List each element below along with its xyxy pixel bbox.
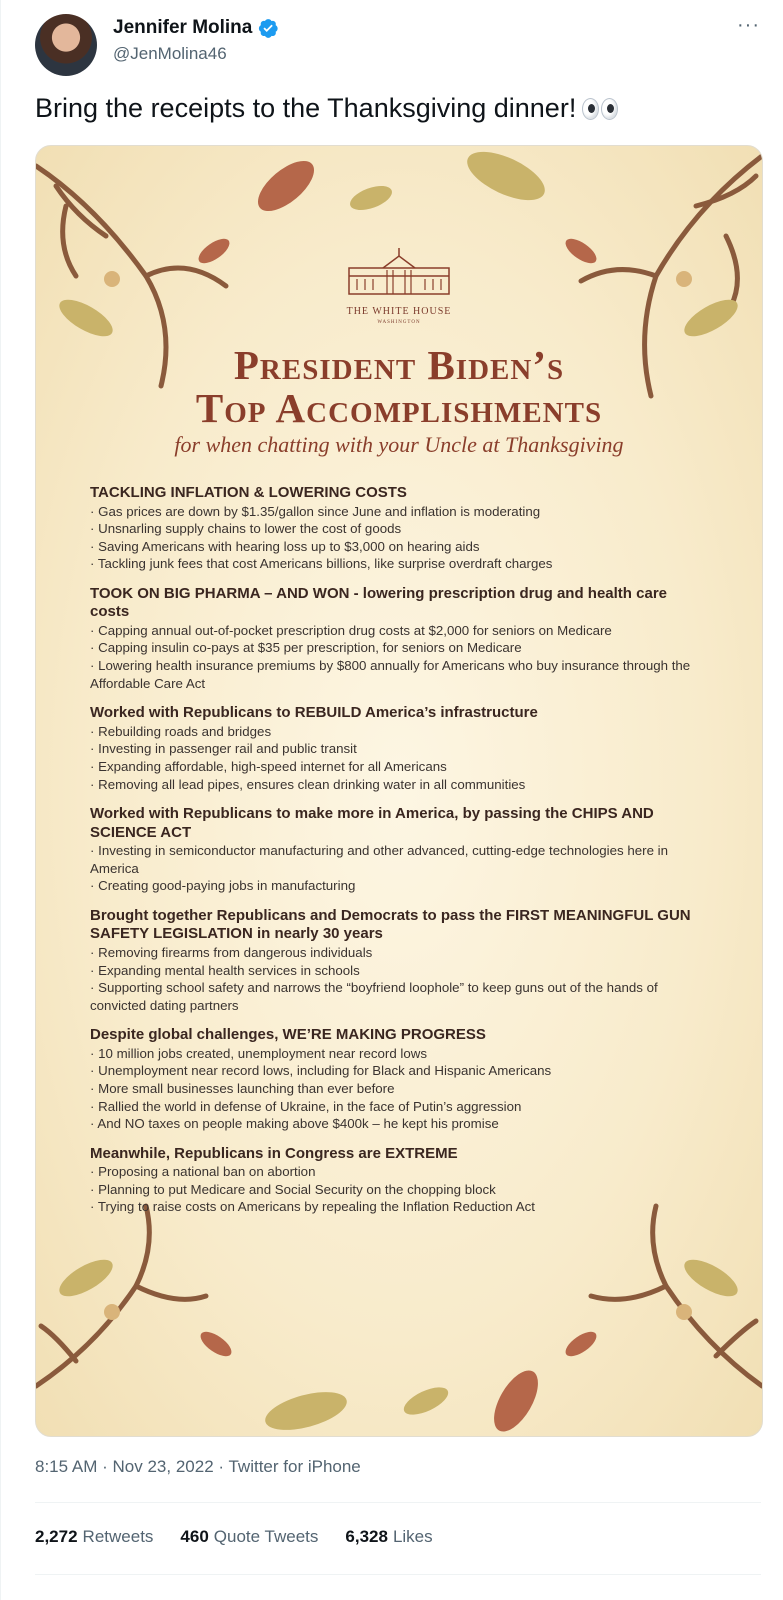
tweet-timestamp (35, 1457, 361, 1477)
author-name[interactable]: Jennifer Molina (113, 17, 253, 38)
section-heading: Despite global challenges, WE’RE MAKING PROGRESS (90, 1026, 486, 1044)
accomplishments-list (90, 484, 710, 1228)
author-handle[interactable]: @JenMolina46 (113, 44, 227, 63)
section-heading: Worked with Republicans to REBUILD America’s infrastructure (90, 704, 538, 722)
section-heading: Brought together Republicans and Democrats to pass the FIRST MEANINGFUL GUN SAFETY LEGISLATION in nearly 30 years (90, 906, 691, 943)
section (90, 704, 710, 793)
section-bullet: · 10 million jobs created, unemployment near record lows (90, 1045, 428, 1061)
more-options-icon[interactable]: ··· (737, 14, 760, 36)
section-bullet: · Removing all lead pipes, ensures clean drinking water in all communities (90, 776, 526, 792)
section-bullet: · Tackling junk fees that cost Americans billions, like surprise overdraft charges (90, 556, 553, 572)
section (90, 907, 710, 1014)
section-heading: Worked with Republicans to make more in America, by passing the CHIPS AND SCIENCE ACT (90, 805, 654, 841)
image-title-line2: Top Accomplishments (195, 385, 603, 431)
section-bullet: · More small businesses launching than ever before (90, 1080, 395, 1096)
image-title-line1: President Biden’s (233, 342, 565, 388)
tweet-time[interactable]: 8:15 AM (35, 1457, 98, 1476)
section (90, 805, 710, 895)
quote-tweets-count: 460 (180, 1527, 209, 1546)
section-heading: TOOK ON BIG PHARMA – AND WON - lowering prescription drug and health care costs (90, 584, 667, 621)
meta-separator: · (102, 1457, 108, 1476)
tweet-body: Bring the receipts to the Thanksgiving dinner! (35, 93, 577, 123)
section-bullet: · Rebuilding roads and bridges (90, 723, 272, 739)
eyes-emoji-icon (582, 98, 618, 120)
section (90, 1145, 710, 1216)
eye-right (601, 98, 618, 120)
section-bullet: · Saving Americans with hearing loss up to $3,000 on hearing aids (90, 538, 480, 554)
author-name-row[interactable] (113, 17, 279, 39)
section-bullet: · Proposing a national ban on abortion (90, 1164, 316, 1180)
section-bullet: · Lowering health insurance premiums by $800 annually for Americans who buy insurance through the Affordable Care Act (90, 658, 691, 691)
section-bullet: · Trying to raise costs on Americans by repealing the Inflation Reduction Act (90, 1199, 535, 1215)
section-bullet: · Unemployment near record lows, including for Black and Hispanic Americans (90, 1063, 552, 1079)
section-bullet: · Rallied the world in defense of Ukraine, in the face of Putin’s aggression (90, 1098, 522, 1114)
section-bullet: · Gas prices are down by $1.35/gallon since June and inflation is moderating (90, 503, 541, 519)
tweet-date[interactable]: Nov 23, 2022 (112, 1457, 214, 1476)
white-house-logo-icon (345, 246, 453, 298)
section-bullet: · Planning to put Medicare and Social Security on the chopping block (90, 1181, 496, 1197)
section-bullet: · Expanding mental health services in schools (90, 962, 360, 978)
white-house-label: THE WHITE HOUSE (346, 306, 452, 317)
section-heading: TACKLING INFLATION & LOWERING COSTS (90, 484, 407, 501)
quote-tweets-label: Quote Tweets (213, 1527, 319, 1546)
section-bullet: · Investing in semiconductor manufacturing and other advanced, cutting-edge technologies here in America (90, 843, 669, 876)
likes-stat[interactable] (345, 1527, 432, 1547)
retweets-label: Retweets (82, 1527, 154, 1546)
divider (35, 1574, 761, 1575)
retweets-count: 2,272 (35, 1527, 78, 1546)
image-subtitle: for when chatting with your Uncle at Thanksgiving (174, 432, 624, 457)
section (90, 585, 710, 692)
section-bullet: · Supporting school safety and narrows the “boyfriend loophole” to keep guns out of the hands of convicted dating partners (90, 980, 658, 1013)
likes-count: 6,328 (345, 1527, 388, 1546)
tweet-image[interactable] (35, 145, 763, 1437)
section-bullet: · Expanding affordable, high-speed internet for all Americans (90, 758, 447, 774)
meta-separator: · (218, 1457, 225, 1476)
white-house-sublabel: WASHINGTON (377, 320, 421, 325)
divider (35, 1502, 761, 1503)
tweet-source[interactable]: Twitter for iPhone (228, 1457, 361, 1476)
section-bullet: · And NO taxes on people making above $400k – he kept his promise (90, 1116, 499, 1132)
section-bullet: · Capping insulin co-pays at $35 per prescription, for seniors on Medicare (90, 640, 522, 656)
left-border (0, 0, 1, 1600)
section-bullet: · Removing firearms from dangerous individuals (90, 944, 373, 960)
tweet-text (35, 93, 618, 124)
eye-left (582, 98, 599, 120)
section (90, 1026, 710, 1132)
retweets-stat[interactable] (35, 1527, 153, 1547)
quote-tweets-stat[interactable] (180, 1527, 318, 1547)
section (90, 484, 710, 573)
section-bullet: · Unsnarling supply chains to lower the cost of goods (90, 521, 402, 537)
section-bullet: · Investing in passenger rail and public transit (90, 741, 357, 757)
avatar[interactable] (35, 14, 97, 76)
tweet-stats (35, 1527, 433, 1547)
section-bullet: · Creating good-paying jobs in manufacturing (90, 878, 356, 894)
likes-label: Likes (392, 1527, 433, 1546)
section-bullet: · Capping annual out-of-pocket prescription drug costs at $2,000 for seniors on Medicare (90, 622, 612, 638)
verified-badge-icon (257, 17, 279, 39)
section-heading: Meanwhile, Republicans in Congress are EXTREME (90, 1144, 458, 1162)
